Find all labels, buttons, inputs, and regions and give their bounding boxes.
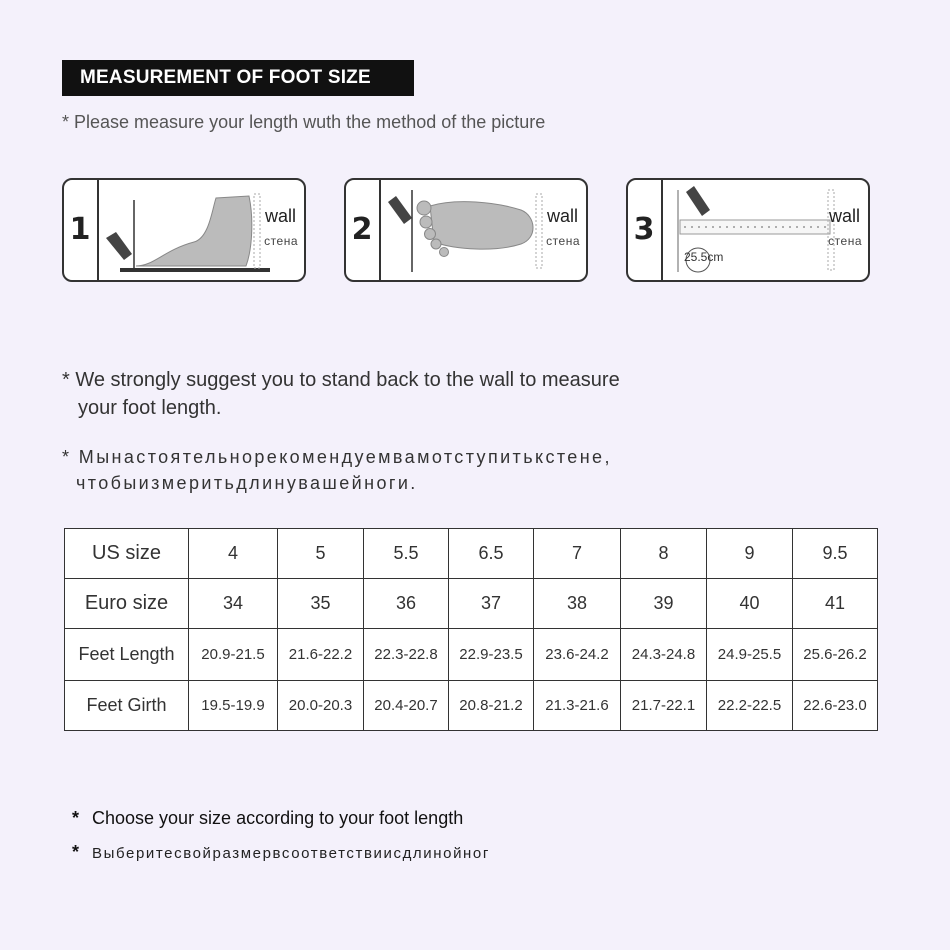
table-cell: 41 [793,579,878,629]
size-advice-text: Choose your size according to your foot length [92,808,464,828]
wall-suggestion-ru-line-2: чтобыизмеритьдлинувашейноги. [76,473,418,493]
table-cell: 20.4-20.7 [364,681,449,731]
table-cell: 38 [534,579,621,629]
row-header-feet-length: Feet Length [65,629,189,681]
step-card-2 [344,178,588,282]
table-cell: 4 [189,529,278,579]
size-chart-table [64,528,878,731]
table-cell: 20.9-21.5 [189,629,278,681]
bullet-star: * [72,842,80,862]
table-cell: 5.5 [364,529,449,579]
wall-label-ru: стена [828,234,862,248]
table-cell: 6.5 [449,529,534,579]
step-number: 1 [69,212,91,247]
row-header-euro-size: Euro size [65,579,189,629]
table-cell: 20.8-21.2 [449,681,534,731]
table-cell: 22.9-23.5 [449,629,534,681]
foot-side-illustration [64,180,306,282]
table-row [65,629,878,681]
wall-suggestion-line-2: your foot length. [78,397,222,419]
wall-label: wall [546,206,578,226]
table-cell: 21.7-22.1 [621,681,707,731]
table-cell: 19.5-19.9 [189,681,278,731]
table-cell: 25.6-26.2 [793,629,878,681]
table-row [65,529,878,579]
table-cell: 34 [189,579,278,629]
table-cell: 9 [707,529,793,579]
step-number: 2 [351,212,373,247]
table-cell: 22.3-22.8 [364,629,449,681]
wall-suggestion-ru-line-1: * Мынастоятельнорекомендуемвамотступитькстене, [62,447,612,467]
table-cell: 7 [534,529,621,579]
step-number: 3 [633,212,655,247]
step-card-3 [626,178,870,282]
table-cell: 23.6-24.2 [534,629,621,681]
step-card-1 [62,178,306,282]
wall-label: wall [264,206,296,226]
table-cell: 20.0-20.3 [278,681,364,731]
table-cell: 22.6-23.0 [793,681,878,731]
table-cell: 36 [364,579,449,629]
row-header-us-size: US size [65,529,189,579]
wall-label-ru: стена [546,234,580,248]
size-advice-en [72,808,463,829]
ruler-illustration [628,180,870,282]
table-cell: 40 [707,579,793,629]
table-cell: 39 [621,579,707,629]
row-header-feet-girth: Feet Girth [65,681,189,731]
wall-label-ru: стена [264,234,298,248]
bullet-star: * [72,808,80,828]
table-cell: 5 [278,529,364,579]
page-title: MEASUREMENT OF FOOT SIZE [62,60,414,96]
size-advice-ru-text: Выберитесвойразмервсоответствиисдлинойног [92,845,490,862]
size-advice-ru [72,842,490,863]
measurement-readout: 25.5cm [684,250,724,264]
wall-suggestion-ru [62,444,612,496]
table-cell: 24.9-25.5 [707,629,793,681]
measure-instruction: * Please measure your length wuth the method of the picture [62,112,546,132]
table-cell: 24.3-24.8 [621,629,707,681]
table-cell: 22.2-22.5 [707,681,793,731]
wall-label: wall [828,206,860,226]
table-cell: 21.3-21.6 [534,681,621,731]
foot-top-illustration [346,180,588,282]
table-row [65,681,878,731]
table-cell: 8 [621,529,707,579]
table-cell: 35 [278,579,364,629]
table-cell: 21.6-22.2 [278,629,364,681]
table-row [65,579,878,629]
table-cell: 9.5 [793,529,878,579]
wall-suggestion-line-1: * We strongly suggest you to stand back to the wall to measure [62,369,620,391]
wall-suggestion-en [62,366,620,422]
table-cell: 37 [449,579,534,629]
